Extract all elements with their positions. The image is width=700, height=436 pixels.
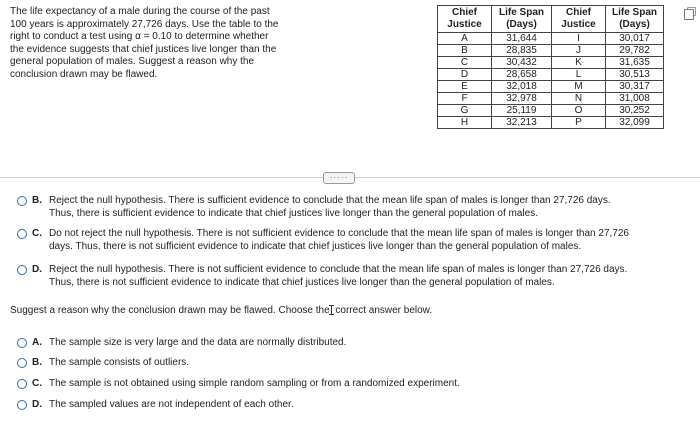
expand-more-button[interactable]: ····· bbox=[323, 172, 355, 184]
radio-button[interactable] bbox=[17, 379, 27, 389]
table-cell: 30,017 bbox=[606, 33, 664, 45]
table-cell: H bbox=[438, 117, 492, 129]
table-cell: 30,513 bbox=[606, 69, 664, 81]
option-letter: D. bbox=[32, 399, 42, 410]
table-cell: M bbox=[552, 81, 606, 93]
table-row bbox=[438, 57, 664, 69]
table-row bbox=[438, 93, 664, 105]
table-cell: K bbox=[552, 57, 606, 69]
radio-button[interactable] bbox=[17, 229, 27, 239]
problem-line: conclusion drawn may be flawed. bbox=[10, 68, 158, 80]
table-cell: 32,213 bbox=[492, 117, 552, 129]
table-cell: G bbox=[438, 105, 492, 117]
table-cell: 32,099 bbox=[606, 117, 664, 129]
radio-button[interactable] bbox=[17, 265, 27, 275]
table-cell: L bbox=[552, 69, 606, 81]
radio-button[interactable] bbox=[17, 338, 27, 348]
table-cell: 29,782 bbox=[606, 45, 664, 57]
table-row bbox=[438, 81, 664, 93]
question-prompt: Suggest a reason why the conclusion drawn may be flawed. Choose the correct answer below. bbox=[10, 305, 433, 316]
table-cell: A bbox=[438, 33, 492, 45]
option-text: Reject the null hypothesis. There is not sufficient evidence to conclude that the mean life span of males is longer than 27,726 days. Thus, there is not sufficient evidence to indicate that chief justices live longer than the general population of males. bbox=[49, 264, 628, 288]
table-cell: E bbox=[438, 81, 492, 93]
problem-line: The life expectancy of a male during the course of the past bbox=[10, 6, 270, 17]
life-span-table bbox=[437, 5, 664, 129]
table-cell: D bbox=[438, 69, 492, 81]
table-cell: P bbox=[552, 117, 606, 129]
table-cell: O bbox=[552, 105, 606, 117]
table-cell: 30,317 bbox=[606, 81, 664, 93]
problem-statement bbox=[10, 6, 310, 81]
text-cursor-icon bbox=[329, 305, 334, 315]
table-cell: 30,432 bbox=[492, 57, 552, 69]
table-cell: 28,658 bbox=[492, 69, 552, 81]
table-cell: 31,644 bbox=[492, 33, 552, 45]
option-letter: A. bbox=[32, 337, 42, 348]
copy-icon[interactable] bbox=[684, 9, 694, 20]
table-cell: 31,635 bbox=[606, 57, 664, 69]
table-row bbox=[438, 45, 664, 57]
table-row bbox=[438, 117, 664, 129]
radio-button[interactable] bbox=[17, 358, 27, 368]
radio-button[interactable] bbox=[17, 196, 27, 206]
table-header-row bbox=[438, 6, 664, 33]
table-cell: B bbox=[438, 45, 492, 57]
option-text: Do not reject the null hypothesis. There is not sufficient evidence to conclude that the mean life span of males is longer than 27,726 days. Thus, there is not sufficient evidence to indicate that chief justices live longer than the general population of males. bbox=[49, 228, 629, 252]
option-letter: C. bbox=[32, 378, 42, 389]
table-cell: 32,978 bbox=[492, 93, 552, 105]
header-chief-justice: Chief Justice bbox=[552, 6, 606, 33]
table-cell: 25,119 bbox=[492, 105, 552, 117]
table-row bbox=[438, 33, 664, 45]
table-cell: 28,835 bbox=[492, 45, 552, 57]
option-text: The sample is not obtained using simple random sampling or from a randomized experiment. bbox=[49, 378, 460, 389]
header-life-span: Life Span (Days) bbox=[492, 6, 552, 33]
table-cell: I bbox=[552, 33, 606, 45]
option-letter: D. bbox=[32, 264, 42, 275]
option-letter: C. bbox=[32, 228, 42, 239]
option-letter: B. bbox=[32, 357, 42, 368]
option-text: Reject the null hypothesis. There is sufficient evidence to conclude that the mean life span of males is longer than 27,726 days. Thus, there is sufficient evidence to indicate that chief justices live longer than the general population of males. bbox=[49, 195, 611, 219]
table-cell: C bbox=[438, 57, 492, 69]
table-cell: N bbox=[552, 93, 606, 105]
table-cell: 30,252 bbox=[606, 105, 664, 117]
table-cell: 32,018 bbox=[492, 81, 552, 93]
option-text: The sampled values are not independent of each other. bbox=[49, 399, 294, 410]
table-cell: 31,008 bbox=[606, 93, 664, 105]
radio-button[interactable] bbox=[17, 400, 27, 410]
table-row bbox=[438, 69, 664, 81]
table-cell: F bbox=[438, 93, 492, 105]
option-letter: B. bbox=[32, 195, 42, 206]
option-text: The sample consists of outliers. bbox=[49, 357, 190, 368]
problem-line: right to conduct a test using α = 0.10 to determine whether bbox=[10, 31, 269, 42]
problem-line: general population of males. Suggest a reason why the bbox=[10, 56, 255, 67]
table-row bbox=[438, 105, 664, 117]
header-chief-justice: Chief Justice bbox=[438, 6, 492, 33]
option-text: The sample size is very large and the data are normally distributed. bbox=[49, 337, 347, 348]
problem-line: the evidence suggests that chief justices live longer than the bbox=[10, 43, 277, 55]
table-cell: J bbox=[552, 45, 606, 57]
header-life-span: Life Span (Days) bbox=[606, 6, 664, 33]
problem-line: 100 years is approximately 27,726 days. Use the table to the bbox=[10, 18, 279, 30]
